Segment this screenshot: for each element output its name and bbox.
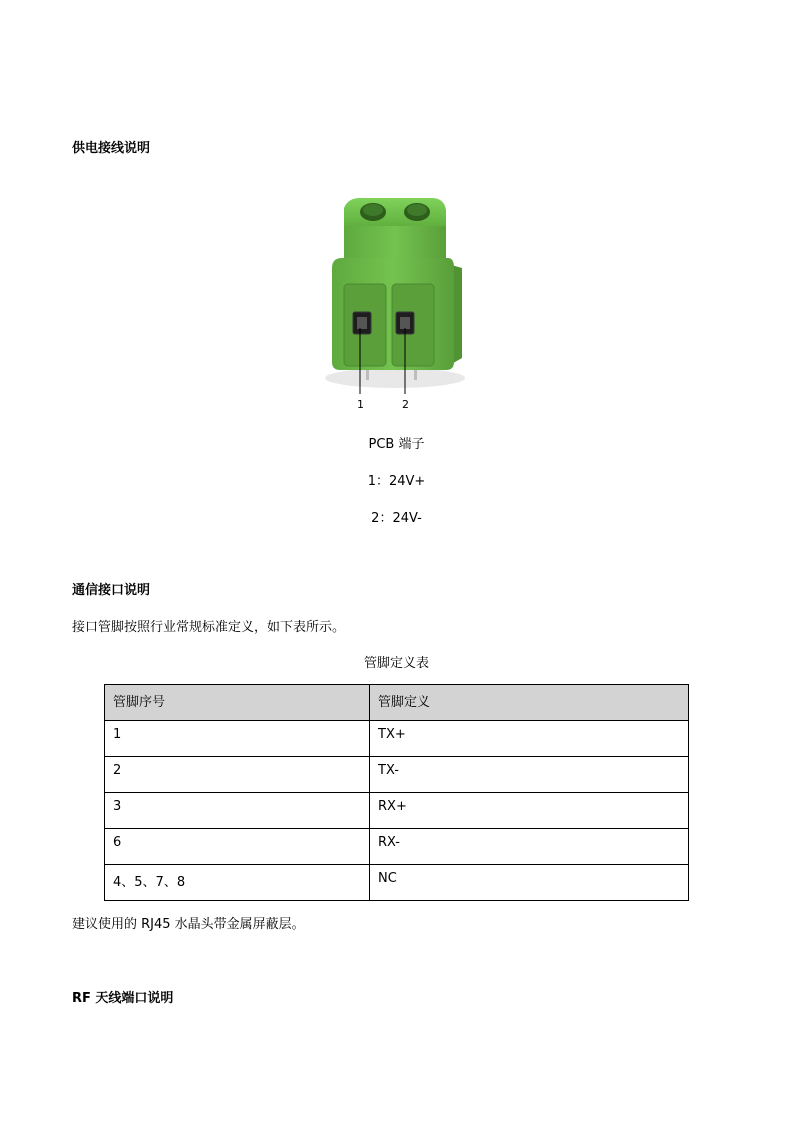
pin-number-cell: 4、5、7、8: [105, 865, 370, 901]
pin-label-1: 1: [357, 398, 364, 411]
table-title: 管脚定义表: [363, 656, 429, 671]
pin-definition-table: [104, 684, 689, 901]
terminal-caption: PCB 端子: [368, 437, 425, 452]
pin-definition-cell: RX-: [370, 829, 689, 865]
pin-number-cell: 1: [105, 721, 370, 757]
column-header-pin-definition: 管脚定义: [370, 685, 689, 721]
pcb-terminal-image: [320, 188, 470, 418]
pin-number-cell: 3: [105, 793, 370, 829]
table-header-row: [105, 685, 689, 721]
pin-number-cell: 2: [105, 757, 370, 793]
shielding-note: 建议使用的 RJ45 水晶头带金属屏蔽层。: [72, 917, 305, 932]
pin-label-2: 2: [402, 398, 409, 411]
section-heading-rf: RF 天线端口说明: [72, 991, 174, 1006]
pin-definition-cell: TX+: [370, 721, 689, 757]
pin-definition-cell: TX-: [370, 757, 689, 793]
table-row: [105, 865, 689, 901]
table-row: [105, 829, 689, 865]
comm-intro: 接口管脚按照行业常规标准定义，如下表所示。: [72, 620, 346, 635]
column-header-pin-number: 管脚序号: [105, 685, 370, 721]
pin-number-cell: 6: [105, 829, 370, 865]
table-row: [105, 757, 689, 793]
pin-definition-cell: RX+: [370, 793, 689, 829]
pin-1-definition: 1：24V+: [367, 474, 426, 489]
section-heading-comm: 通信接口说明: [72, 583, 151, 598]
pin-2-definition: 2：24V-: [371, 511, 422, 526]
section-heading-power: 供电接线说明: [72, 141, 151, 156]
pcb-terminal-figure: [320, 188, 470, 418]
table-row: [105, 721, 689, 757]
table-row: [105, 793, 689, 829]
pin-definition-cell: NC: [370, 865, 689, 901]
